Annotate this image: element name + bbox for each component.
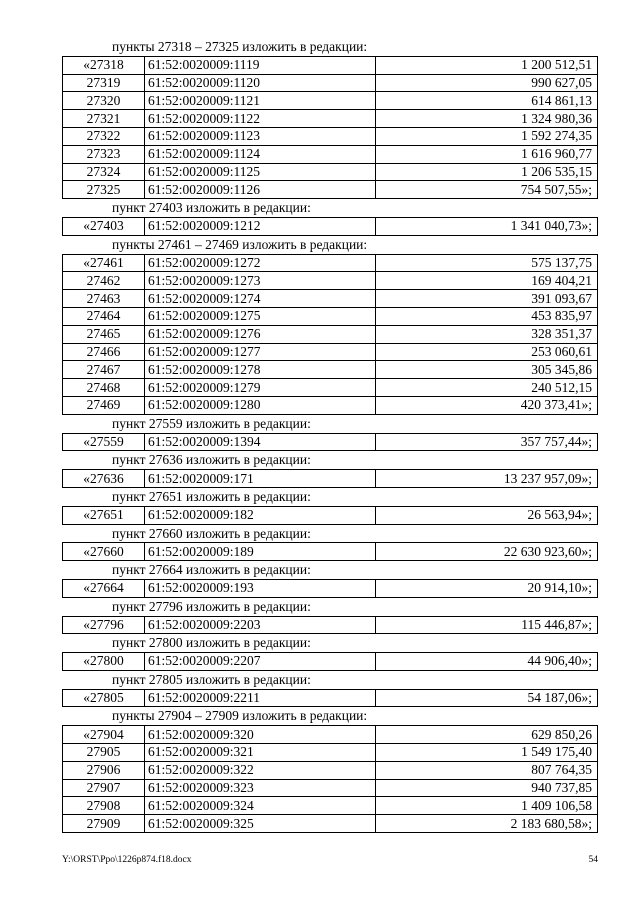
- row-number-cell: 27319: [63, 74, 145, 92]
- cost-value-cell: 1 616 960,77: [376, 145, 598, 163]
- table-row: [63, 181, 598, 199]
- section-heading: пункты 27904 – 27909 изложить в редакции:: [112, 708, 368, 724]
- table-row: [63, 145, 598, 163]
- table-row: [63, 396, 598, 414]
- section-heading: пункт 27403 изложить в редакции:: [112, 200, 311, 216]
- table-row: [63, 379, 598, 397]
- cadastral-number-cell: 61:52:0020009:1126: [145, 181, 376, 199]
- cadastral-table: [62, 652, 598, 671]
- table-row: [63, 254, 598, 272]
- cost-value-cell: 1 592 274,35: [376, 127, 598, 145]
- footer-page-number: 54: [588, 855, 598, 865]
- row-number-cell: «27800: [63, 653, 145, 671]
- section-heading: пункт 27660 изложить в редакции:: [112, 525, 311, 541]
- section-heading: пункт 27796 изложить в редакции:: [112, 598, 311, 614]
- row-number-cell: 27323: [63, 145, 145, 163]
- cost-value-cell: 169 404,21: [376, 272, 598, 290]
- table-row: [63, 506, 598, 524]
- cadastral-number-cell: 61:52:0020009:1394: [145, 433, 376, 451]
- cadastral-number-cell: 61:52:0020009:193: [145, 579, 376, 597]
- cadastral-number-cell: 61:52:0020009:1124: [145, 145, 376, 163]
- row-number-cell: «27805: [63, 689, 145, 707]
- cadastral-number-cell: 61:52:0020009:325: [145, 815, 376, 833]
- section-heading: пункты 27461 – 27469 изложить в редакции:: [112, 236, 368, 252]
- table-row: [63, 325, 598, 343]
- cadastral-number-cell: 61:52:0020009:1119: [145, 56, 376, 74]
- cost-value-cell: 253 060,61: [376, 343, 598, 361]
- table-row: [63, 616, 598, 634]
- cost-value-cell: 1 200 512,51: [376, 56, 598, 74]
- cadastral-table: [62, 616, 598, 635]
- cadastral-table: [62, 469, 598, 488]
- table-row: [63, 797, 598, 815]
- cadastral-table: [62, 542, 598, 561]
- cadastral-number-cell: 61:52:0020009:1273: [145, 272, 376, 290]
- cadastral-table: [62, 725, 598, 833]
- section-heading: пункты 27318 – 27325 изложить в редакции:: [112, 39, 368, 54]
- cadastral-number-cell: 61:52:0020009:1280: [145, 396, 376, 414]
- table-row: [63, 543, 598, 561]
- cadastral-number-cell: 61:52:0020009:1123: [145, 127, 376, 145]
- row-number-cell: 27462: [63, 272, 145, 290]
- cost-value-cell: 629 850,26: [376, 726, 598, 744]
- row-number-cell: 27320: [63, 92, 145, 110]
- page-footer: [62, 855, 598, 865]
- cost-value-cell: 1 206 535,15: [376, 163, 598, 181]
- cadastral-number-cell: 61:52:0020009:324: [145, 797, 376, 815]
- table-row: [63, 815, 598, 833]
- cadastral-number-cell: 61:52:0020009:1277: [145, 343, 376, 361]
- table-row: [63, 272, 598, 290]
- cost-value-cell: 115 446,87»;: [376, 616, 598, 634]
- table-row: [63, 127, 598, 145]
- table-row: [63, 470, 598, 488]
- cost-value-cell: 614 861,13: [376, 92, 598, 110]
- table-row: [63, 433, 598, 451]
- section-heading: пункт 27636 изложить в редакции:: [112, 452, 311, 468]
- cadastral-number-cell: 61:52:0020009:182: [145, 506, 376, 524]
- row-number-cell: «27796: [63, 616, 145, 634]
- cost-value-cell: 22 630 923,60»;: [376, 543, 598, 561]
- row-number-cell: 27468: [63, 379, 145, 397]
- cadastral-table: [62, 217, 598, 236]
- footer-file-path: Y:\ORST\Ppo\1226p874.f18.docx: [62, 855, 192, 865]
- cost-value-cell: 940 737,85: [376, 779, 598, 797]
- cadastral-table: [62, 433, 598, 452]
- cost-value-cell: 305 345,86: [376, 361, 598, 379]
- cost-value-cell: 26 563,94»;: [376, 506, 598, 524]
- cadastral-table: [62, 689, 598, 708]
- row-number-cell: 27907: [63, 779, 145, 797]
- cost-value-cell: 2 183 680,58»;: [376, 815, 598, 833]
- section-heading: пункт 27651 изложить в редакции:: [112, 488, 311, 504]
- row-number-cell: «27318: [63, 56, 145, 74]
- cadastral-number-cell: 61:52:0020009:2207: [145, 653, 376, 671]
- row-number-cell: 27908: [63, 797, 145, 815]
- row-number-cell: «27660: [63, 543, 145, 561]
- cadastral-table: [62, 579, 598, 598]
- document-body: [62, 38, 598, 833]
- cost-value-cell: 20 914,10»;: [376, 579, 598, 597]
- table-row: [63, 307, 598, 325]
- cadastral-table: [62, 56, 598, 199]
- table-row: [63, 163, 598, 181]
- table-row: [63, 361, 598, 379]
- cost-value-cell: 391 093,67: [376, 290, 598, 308]
- cadastral-number-cell: 61:52:0020009:1212: [145, 217, 376, 235]
- cost-value-cell: 13 237 957,09»;: [376, 470, 598, 488]
- table-row: [63, 744, 598, 762]
- table-row: [63, 689, 598, 707]
- table-row: [63, 290, 598, 308]
- row-number-cell: 27465: [63, 325, 145, 343]
- table-row: [63, 343, 598, 361]
- cadastral-number-cell: 61:52:0020009:1272: [145, 254, 376, 272]
- row-number-cell: 27322: [63, 127, 145, 145]
- row-number-cell: 27466: [63, 343, 145, 361]
- cadastral-number-cell: 61:52:0020009:1120: [145, 74, 376, 92]
- cadastral-number-cell: 61:52:0020009:1274: [145, 290, 376, 308]
- cost-value-cell: 807 764,35: [376, 761, 598, 779]
- table-row: [63, 653, 598, 671]
- row-number-cell: 27467: [63, 361, 145, 379]
- table-row: [63, 56, 598, 74]
- row-number-cell: «27904: [63, 726, 145, 744]
- cost-value-cell: 1 549 175,40: [376, 744, 598, 762]
- table-row: [63, 92, 598, 110]
- row-number-cell: 27321: [63, 110, 145, 128]
- row-number-cell: 27463: [63, 290, 145, 308]
- row-number-cell: 27464: [63, 307, 145, 325]
- cadastral-number-cell: 61:52:0020009:322: [145, 761, 376, 779]
- cadastral-table: [62, 506, 598, 525]
- row-number-cell: «27636: [63, 470, 145, 488]
- cadastral-number-cell: 61:52:0020009:323: [145, 779, 376, 797]
- cost-value-cell: 754 507,55»;: [376, 181, 598, 199]
- row-number-cell: 27324: [63, 163, 145, 181]
- row-number-cell: «27559: [63, 433, 145, 451]
- table-row: [63, 217, 598, 235]
- cadastral-number-cell: 61:52:0020009:1279: [145, 379, 376, 397]
- cadastral-number-cell: 61:52:0020009:1276: [145, 325, 376, 343]
- cadastral-number-cell: 61:52:0020009:321: [145, 744, 376, 762]
- cadastral-number-cell: 61:52:0020009:1278: [145, 361, 376, 379]
- cadastral-number-cell: 61:52:0020009:1122: [145, 110, 376, 128]
- cadastral-number-cell: 61:52:0020009:1121: [145, 92, 376, 110]
- cadastral-table: [62, 254, 598, 415]
- table-row: [63, 779, 598, 797]
- section-heading: пункт 27805 изложить в редакции:: [112, 671, 311, 687]
- row-number-cell: «27461: [63, 254, 145, 272]
- cost-value-cell: 1 324 980,36: [376, 110, 598, 128]
- table-row: [63, 110, 598, 128]
- table-row: [63, 761, 598, 779]
- section-heading: пункт 27800 изложить в редакции:: [112, 635, 311, 651]
- cadastral-number-cell: 61:52:0020009:171: [145, 470, 376, 488]
- cadastral-number-cell: 61:52:0020009:2203: [145, 616, 376, 634]
- cost-value-cell: 357 757,44»;: [376, 433, 598, 451]
- cost-value-cell: 54 187,06»;: [376, 689, 598, 707]
- row-number-cell: 27469: [63, 396, 145, 414]
- row-number-cell: 27325: [63, 181, 145, 199]
- cost-value-cell: 1 409 106,58: [376, 797, 598, 815]
- cost-value-cell: 990 627,05: [376, 74, 598, 92]
- row-number-cell: 27906: [63, 761, 145, 779]
- cost-value-cell: 420 373,41»;: [376, 396, 598, 414]
- cost-value-cell: 328 351,37: [376, 325, 598, 343]
- row-number-cell: 27909: [63, 815, 145, 833]
- cost-value-cell: 1 341 040,73»;: [376, 217, 598, 235]
- table-row: [63, 579, 598, 597]
- row-number-cell: «27664: [63, 579, 145, 597]
- table-row: [63, 726, 598, 744]
- cadastral-number-cell: 61:52:0020009:1275: [145, 307, 376, 325]
- row-number-cell: «27403: [63, 217, 145, 235]
- cost-value-cell: 575 137,75: [376, 254, 598, 272]
- section-heading: пункт 27559 изложить в редакции:: [112, 415, 311, 431]
- row-number-cell: «27651: [63, 506, 145, 524]
- cadastral-number-cell: 61:52:0020009:1125: [145, 163, 376, 181]
- row-number-cell: 27905: [63, 744, 145, 762]
- section-heading: пункт 27664 изложить в редакции:: [112, 562, 311, 578]
- cadastral-number-cell: 61:52:0020009:320: [145, 726, 376, 744]
- cadastral-number-cell: 61:52:0020009:2211: [145, 689, 376, 707]
- table-row: [63, 74, 598, 92]
- cadastral-number-cell: 61:52:0020009:189: [145, 543, 376, 561]
- cost-value-cell: 44 906,40»;: [376, 653, 598, 671]
- cost-value-cell: 240 512,15: [376, 379, 598, 397]
- cost-value-cell: 453 835,97: [376, 307, 598, 325]
